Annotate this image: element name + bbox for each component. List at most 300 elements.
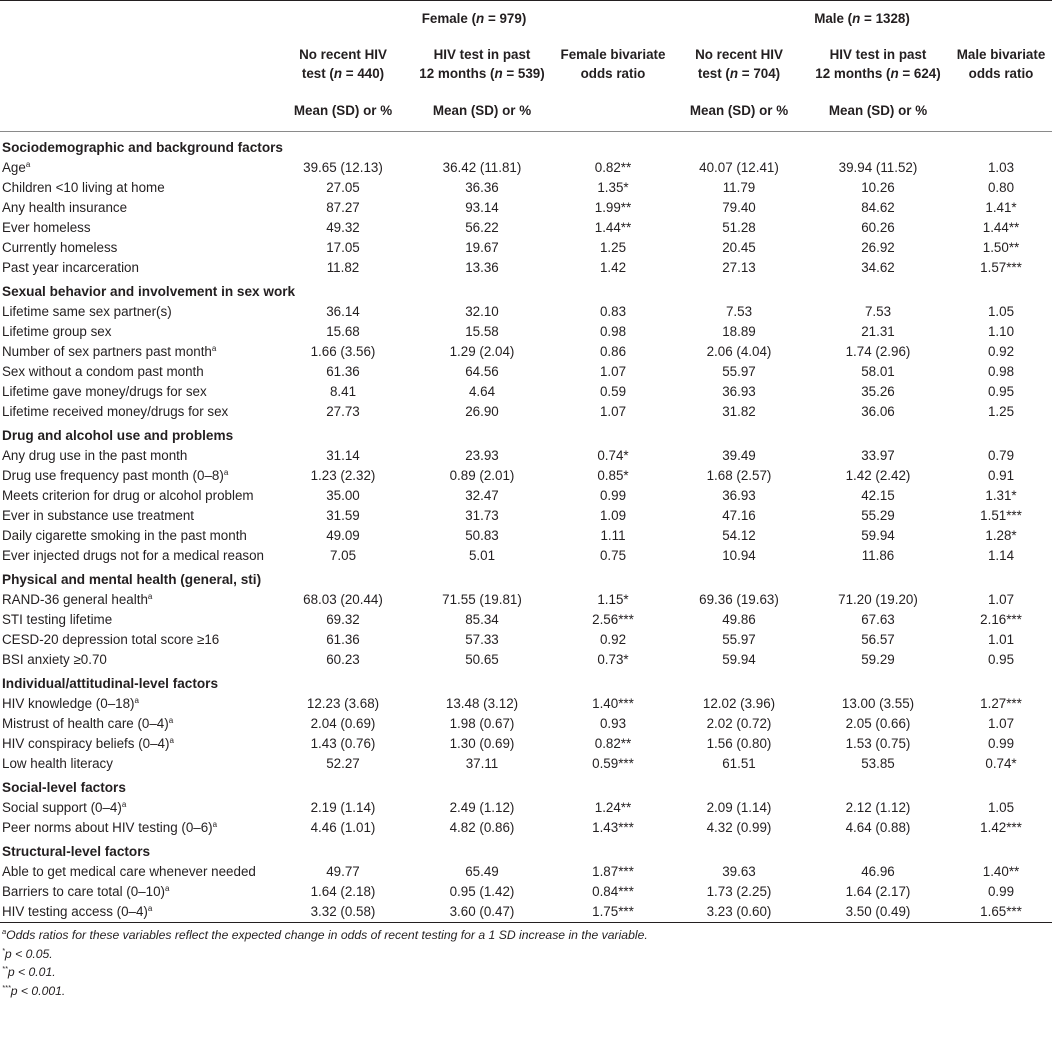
- footnote-mark: *: [2, 945, 5, 955]
- row-label-text: Peer norms about HIV testing (0–6): [2, 820, 213, 835]
- table-cell: 84.62: [861, 200, 895, 215]
- footnote: [2, 963, 1052, 982]
- col-header-female-or: Female bivariate odds ratio: [560, 46, 666, 81]
- row-label: [0, 466, 276, 486]
- table-cell: 64.56: [465, 364, 499, 379]
- table-row: [0, 342, 1052, 362]
- measure-label: Mean (SD) or %: [828, 102, 928, 118]
- section-header-row: [0, 132, 1052, 159]
- table-cell: 0.89 (2.01): [449, 468, 515, 483]
- table-cell: 2.09 (1.14): [706, 800, 772, 815]
- footnote-mark: a: [2, 927, 7, 936]
- footnote-mark: **: [2, 964, 8, 973]
- table-cell: 65.49: [465, 864, 499, 879]
- table-cell: 18.89: [722, 324, 756, 339]
- table-cell: 0.98: [599, 324, 627, 339]
- footnote-marker: a: [25, 160, 31, 169]
- table-cell: 42.15: [861, 488, 895, 503]
- table-cell: 85.34: [465, 612, 499, 627]
- table-cell: 37.11: [465, 756, 499, 771]
- row-label-text: Daily cigarette smoking in the past month: [2, 528, 247, 543]
- row-label-text: Barriers to care total (0–10): [2, 884, 165, 899]
- section-title: Structural-level factors: [2, 844, 151, 859]
- section-title: Social-level factors: [2, 780, 126, 795]
- table-cell: 27.05: [326, 180, 360, 195]
- table-cell: 1.43 (0.76): [310, 736, 376, 751]
- table-cell: 0.99: [599, 488, 627, 503]
- table-cell: 2.56***: [592, 612, 634, 627]
- table-cell: 1.57***: [980, 260, 1022, 275]
- footnote-marker: a: [211, 344, 217, 353]
- table-row: [0, 862, 1052, 882]
- table-cell: 1.99**: [594, 200, 632, 215]
- table-cell: 13.00 (3.55): [841, 696, 915, 711]
- row-label: [0, 342, 276, 362]
- table-cell: 0.82**: [594, 736, 632, 751]
- table-cell: 0.74*: [597, 448, 629, 463]
- table-row: [0, 526, 1052, 546]
- table-row: [0, 402, 1052, 422]
- table-cell: 26.92: [861, 240, 895, 255]
- table-cell: 1.56 (0.80): [706, 736, 772, 751]
- table-cell: 3.23 (0.60): [706, 904, 772, 919]
- table-cell: 54.12: [722, 528, 756, 543]
- table-cell: 12.02 (3.96): [702, 696, 776, 711]
- header-blank: [0, 37, 276, 90]
- table-cell: 40.07 (12.41): [699, 160, 779, 175]
- row-label: [0, 322, 276, 342]
- table-cell: 2.04 (0.69): [310, 716, 376, 731]
- table-cell: 59.94: [722, 652, 756, 667]
- table-cell: 1.25: [987, 404, 1015, 419]
- table-cell: 1.44**: [982, 220, 1020, 235]
- table-cell: 2.02 (0.72): [706, 716, 772, 731]
- table-cell: 0.95: [987, 384, 1015, 399]
- table-cell: 10.94: [722, 548, 756, 563]
- section-title: Physical and mental health (general, sti): [2, 572, 262, 587]
- row-label-text: Number of sex partners past month: [2, 344, 212, 359]
- table-cell: 8.41: [329, 384, 357, 399]
- row-label-text: Any health insurance: [2, 200, 128, 215]
- footnote-marker: a: [134, 696, 139, 705]
- footnote: [2, 926, 1052, 945]
- table-row: [0, 486, 1052, 506]
- table-cell: 0.75: [599, 548, 627, 563]
- footnote: [2, 945, 1052, 964]
- footnote-marker: a: [121, 800, 127, 809]
- table-cell: 3.32 (0.58): [310, 904, 376, 919]
- row-label: [0, 526, 276, 546]
- row-label-text: Lifetime group sex: [2, 324, 112, 339]
- table-cell: 1.01: [987, 632, 1015, 647]
- table-cell: 0.93: [599, 716, 627, 731]
- row-label-text: Ever homeless: [2, 220, 91, 235]
- table-cell: 1.44**: [594, 220, 632, 235]
- footnote-marker: a: [147, 904, 153, 913]
- table-cell: 1.74 (2.96): [845, 344, 911, 359]
- table-cell: 1.75***: [592, 904, 634, 919]
- table-cell: 61.36: [326, 364, 360, 379]
- table-header: [0, 1, 1052, 132]
- header-blank: [554, 90, 672, 132]
- table-cell: 7.53: [864, 304, 892, 319]
- row-label: [0, 402, 276, 422]
- table-cell: 1.30 (0.69): [449, 736, 515, 751]
- table-cell: 46.96: [861, 864, 895, 879]
- table-cell: 4.64 (0.88): [845, 820, 911, 835]
- table-row: [0, 902, 1052, 923]
- table-cell: 1.07: [599, 404, 627, 419]
- table-cell: 11.82: [326, 260, 360, 275]
- table-cell: 58.01: [861, 364, 895, 379]
- table-cell: 31.73: [465, 508, 499, 523]
- table-cell: 0.91: [987, 468, 1015, 483]
- footnote-text: p < 0.01.: [7, 965, 56, 979]
- table-cell: 39.65 (12.13): [303, 160, 383, 175]
- row-label: [0, 446, 276, 466]
- table-cell: 1.03: [987, 160, 1015, 175]
- section-title: Individual/attitudinal-level factors: [2, 676, 219, 691]
- row-label: [0, 486, 276, 506]
- table-cell: 1.98 (0.67): [449, 716, 515, 731]
- table-row: [0, 362, 1052, 382]
- col-header-male-or: Male bivariate odds ratio: [956, 46, 1046, 81]
- table-cell: 1.11: [600, 528, 626, 543]
- row-label-text: RAND-36 general health: [2, 592, 148, 607]
- table-row: [0, 158, 1052, 178]
- table-cell: 59.29: [861, 652, 895, 667]
- table-cell: 3.60 (0.47): [449, 904, 515, 919]
- table-cell: 1.24**: [594, 800, 632, 815]
- table-cell: 61.36: [326, 632, 360, 647]
- table-cell: 71.55 (19.81): [442, 592, 522, 607]
- header-blank: [950, 90, 1052, 132]
- table-cell: 36.14: [326, 304, 360, 319]
- table-row: [0, 302, 1052, 322]
- table-cell: 0.92: [599, 632, 627, 647]
- table-cell: 36.36: [465, 180, 499, 195]
- table-cell: 59.94: [861, 528, 895, 543]
- table-cell: 2.49 (1.12): [449, 800, 515, 815]
- table-cell: 1.65***: [980, 904, 1022, 919]
- table-row: [0, 610, 1052, 630]
- table-cell: 1.29 (2.04): [449, 344, 515, 359]
- table-cell: 0.59***: [592, 756, 634, 771]
- table-cell: 13.48 (3.12): [445, 696, 519, 711]
- table-cell: 1.41*: [985, 200, 1017, 215]
- row-label: [0, 218, 276, 238]
- table-cell: 55.97: [722, 364, 756, 379]
- section-header-row: [0, 422, 1052, 446]
- row-label-text: Lifetime same sex partner(s): [2, 304, 172, 319]
- table-cell: 52.27: [326, 756, 360, 771]
- table-row: [0, 546, 1052, 566]
- row-label-text: Currently homeless: [2, 240, 118, 255]
- row-label-text: Meets criterion for drug or alcohol problem: [2, 488, 254, 503]
- table-row: [0, 650, 1052, 670]
- row-label-text: Mistrust of health care (0–4): [2, 716, 169, 731]
- table-cell: 1.07: [599, 364, 627, 379]
- section-header-row: [0, 774, 1052, 798]
- table-cell: 39.63: [722, 864, 756, 879]
- female-group-header: Female (n = 979): [421, 11, 527, 26]
- table-cell: 1.73 (2.25): [706, 884, 772, 899]
- row-label-text: STI testing lifetime: [2, 612, 113, 627]
- row-label: [0, 590, 276, 610]
- table-cell: 93.14: [465, 200, 499, 215]
- table-cell: 2.06 (4.04): [706, 344, 772, 359]
- table-cell: 60.26: [861, 220, 895, 235]
- row-label: [0, 362, 276, 382]
- table-cell: 1.25: [599, 240, 627, 255]
- table-row: [0, 798, 1052, 818]
- table-cell: 87.27: [326, 200, 360, 215]
- table-cell: 2.05 (0.66): [845, 716, 911, 731]
- table-cell: 60.23: [326, 652, 360, 667]
- section-title: Drug and alcohol use and problems: [2, 428, 234, 443]
- table-cell: 3.50 (0.49): [845, 904, 911, 919]
- row-label: [0, 882, 276, 902]
- table-cell: 1.23 (2.32): [310, 468, 376, 483]
- row-label-text: Social support (0–4): [2, 800, 122, 815]
- row-label: [0, 198, 276, 218]
- table-cell: 0.92: [987, 344, 1015, 359]
- table-cell: 4.32 (0.99): [706, 820, 772, 835]
- table-cell: 1.64 (2.18): [310, 884, 376, 899]
- table-row: [0, 694, 1052, 714]
- table-cell: 1.07: [987, 592, 1015, 607]
- row-label-text: HIV testing access (0–4): [2, 904, 148, 919]
- table-cell: 31.82: [722, 404, 756, 419]
- table-cell: 1.40**: [982, 864, 1020, 879]
- table-cell: 23.93: [465, 448, 499, 463]
- table-cell: 4.82 (0.86): [449, 820, 515, 835]
- table-cell: 5.01: [468, 548, 496, 563]
- table-cell: 36.93: [722, 384, 756, 399]
- table-cell: 0.73*: [597, 652, 629, 667]
- table-cell: 31.14: [326, 448, 360, 463]
- table-cell: 79.40: [722, 200, 756, 215]
- section-header-row: [0, 838, 1052, 862]
- row-label-text: Able to get medical care whenever needed: [2, 864, 256, 879]
- row-label: [0, 382, 276, 402]
- table-row: [0, 238, 1052, 258]
- table-cell: 61.51: [722, 756, 756, 771]
- table-cell: 1.14: [987, 548, 1015, 563]
- table-cell: 2.12 (1.12): [845, 800, 911, 815]
- row-label-text: Past year incarceration: [2, 260, 139, 275]
- row-label-text: Sex without a condom past month: [2, 364, 204, 379]
- row-label: [0, 862, 276, 882]
- row-label: [0, 754, 276, 774]
- table-cell: 7.53: [725, 304, 753, 319]
- table-cell: 31.59: [326, 508, 360, 523]
- table-cell: 1.07: [987, 716, 1015, 731]
- table-cell: 49.77: [326, 864, 360, 879]
- table-row: [0, 882, 1052, 902]
- table-row: [0, 466, 1052, 486]
- table-cell: 35.00: [326, 488, 360, 503]
- table-cell: 1.87***: [592, 864, 634, 879]
- table-cell: 1.42 (2.42): [845, 468, 911, 483]
- row-label-text: Ever in substance use treatment: [2, 508, 195, 523]
- table-cell: 55.29: [861, 508, 895, 523]
- table-cell: 0.95 (1.42): [449, 884, 515, 899]
- table-row: [0, 178, 1052, 198]
- table-cell: 47.16: [722, 508, 756, 523]
- row-label-text: Ever injected drugs not for a medical reason: [2, 548, 265, 563]
- section-header-row: [0, 278, 1052, 302]
- table-row: [0, 218, 1052, 238]
- table-cell: 7.05: [329, 548, 357, 563]
- table-cell: 1.05: [987, 304, 1015, 319]
- table-cell: 0.85*: [597, 468, 629, 483]
- row-label-text: BSI anxiety ≥0.70: [2, 652, 107, 667]
- table-cell: 33.97: [861, 448, 895, 463]
- table-cell: 0.99: [987, 736, 1015, 751]
- table-row: [0, 714, 1052, 734]
- male-group-header: Male (n = 1328): [814, 11, 910, 26]
- measure-label: Mean (SD) or %: [293, 102, 393, 118]
- table-cell: 0.98: [987, 364, 1015, 379]
- row-label-text: Lifetime gave money/drugs for sex: [2, 384, 207, 399]
- table-cell: 69.32: [326, 612, 360, 627]
- table-cell: 67.63: [861, 612, 895, 627]
- row-label-text: Lifetime received money/drugs for sex: [2, 404, 229, 419]
- section-header-row: [0, 670, 1052, 694]
- table-cell: 51.28: [722, 220, 756, 235]
- table-row: [0, 590, 1052, 610]
- table-row: [0, 630, 1052, 650]
- table-cell: 1.42: [599, 260, 627, 275]
- table-cell: 1.43***: [592, 820, 634, 835]
- footnote-marker: a: [147, 592, 153, 601]
- table-row: [0, 734, 1052, 754]
- table-cell: 71.20 (19.20): [838, 592, 918, 607]
- row-label-text: Age: [2, 160, 26, 175]
- table-cell: 1.68 (2.57): [706, 468, 772, 483]
- table-row: [0, 754, 1052, 774]
- table-cell: 26.90: [465, 404, 499, 419]
- row-label-text: Low health literacy: [2, 756, 113, 771]
- table-cell: 69.36 (19.63): [699, 592, 779, 607]
- table-cell: 19.67: [465, 240, 499, 255]
- table-cell: 1.64 (2.17): [845, 884, 911, 899]
- table-cell: 34.62: [861, 260, 895, 275]
- table-cell: 15.58: [465, 324, 499, 339]
- row-label: [0, 610, 276, 630]
- row-label-text: HIV conspiracy beliefs (0–4): [2, 736, 170, 751]
- table-cell: 1.35*: [597, 180, 629, 195]
- table-row: [0, 506, 1052, 526]
- table-cell: 1.27***: [980, 696, 1022, 711]
- table-cell: 2.16***: [980, 612, 1022, 627]
- table-cell: 1.15*: [597, 592, 629, 607]
- col-header-male-tested: HIV test in past 12 months (n = 624): [815, 46, 941, 81]
- row-label: [0, 798, 276, 818]
- row-label-text: CESD-20 depression total score ≥16: [2, 632, 220, 647]
- table-cell: 1.66 (3.56): [310, 344, 376, 359]
- table-cell: 36.42 (11.81): [442, 160, 522, 175]
- table-cell: 15.68: [326, 324, 360, 339]
- row-label: [0, 302, 276, 322]
- table-cell: 35.26: [861, 384, 895, 399]
- row-label-text: Drug use frequency past month (0–8): [2, 468, 224, 483]
- measure-label: Mean (SD) or %: [689, 102, 789, 118]
- row-label-text: Any drug use in the past month: [2, 448, 188, 463]
- table-cell: 1.28*: [985, 528, 1017, 543]
- table-cell: 27.73: [326, 404, 360, 419]
- header-blank: [0, 90, 276, 132]
- footnote-marker: a: [223, 468, 229, 477]
- table-cell: 0.83: [599, 304, 627, 319]
- table-cell: 17.05: [326, 240, 360, 255]
- table-cell: 0.80: [987, 180, 1015, 195]
- section-title: Sociodemographic and background factors: [2, 140, 283, 155]
- header-blank: [0, 1, 276, 38]
- table-cell: 1.40***: [592, 696, 634, 711]
- footnote-mark: ***: [2, 982, 11, 992]
- footnote-text: Odds ratios for these variables reflect the expected change in odds of recent testing for a 1 SD increase in the variable.: [6, 928, 648, 942]
- row-label: [0, 734, 276, 754]
- row-label-text: HIV knowledge (0–18): [2, 696, 135, 711]
- table-cell: 57.33: [465, 632, 499, 647]
- row-label: [0, 902, 276, 923]
- table-cell: 10.26: [861, 180, 895, 195]
- row-label: [0, 506, 276, 526]
- table-row: [0, 382, 1052, 402]
- table-cell: 11.79: [722, 180, 756, 195]
- table-cell: 1.51***: [980, 508, 1022, 523]
- table-cell: 0.95: [987, 652, 1015, 667]
- table-cell: 12.23 (3.68): [306, 696, 380, 711]
- footnote-marker: a: [169, 736, 174, 745]
- table-cell: 0.99: [987, 884, 1015, 899]
- measure-label: Mean (SD) or %: [432, 102, 532, 118]
- footnote: [2, 982, 1052, 1001]
- table-row: [0, 198, 1052, 218]
- footnote-text: p < 0.05.: [4, 946, 53, 961]
- table-cell: 13.36: [465, 260, 499, 275]
- table-cell: 49.86: [722, 612, 756, 627]
- table-cell: 27.13: [722, 260, 756, 275]
- footnote-marker: a: [165, 884, 170, 893]
- table-cell: 4.64: [468, 384, 496, 399]
- row-label: [0, 694, 276, 714]
- row-label: [0, 546, 276, 566]
- row-label-text: Children <10 living at home: [2, 180, 165, 195]
- footnote-marker: a: [168, 716, 174, 725]
- table-cell: 20.45: [722, 240, 756, 255]
- table-cell: 0.84***: [592, 884, 634, 899]
- table-cell: 49.32: [326, 220, 360, 235]
- table-cell: 1.50**: [982, 240, 1020, 255]
- row-label: [0, 630, 276, 650]
- table-cell: 39.94 (11.52): [838, 160, 918, 175]
- table-cell: 32.10: [465, 304, 499, 319]
- table-cell: 55.97: [722, 632, 756, 647]
- footnote-text: p < 0.001.: [10, 983, 66, 998]
- table-cell: 1.31*: [985, 488, 1017, 503]
- footnotes: [0, 926, 1052, 1000]
- table-cell: 1.53 (0.75): [845, 736, 911, 751]
- table-row: [0, 818, 1052, 838]
- table-cell: 21.31: [861, 324, 895, 339]
- table-cell: 1.10: [987, 324, 1015, 339]
- row-label: [0, 178, 276, 198]
- table-cell: 0.74*: [985, 756, 1017, 771]
- table-cell: 32.47: [465, 488, 499, 503]
